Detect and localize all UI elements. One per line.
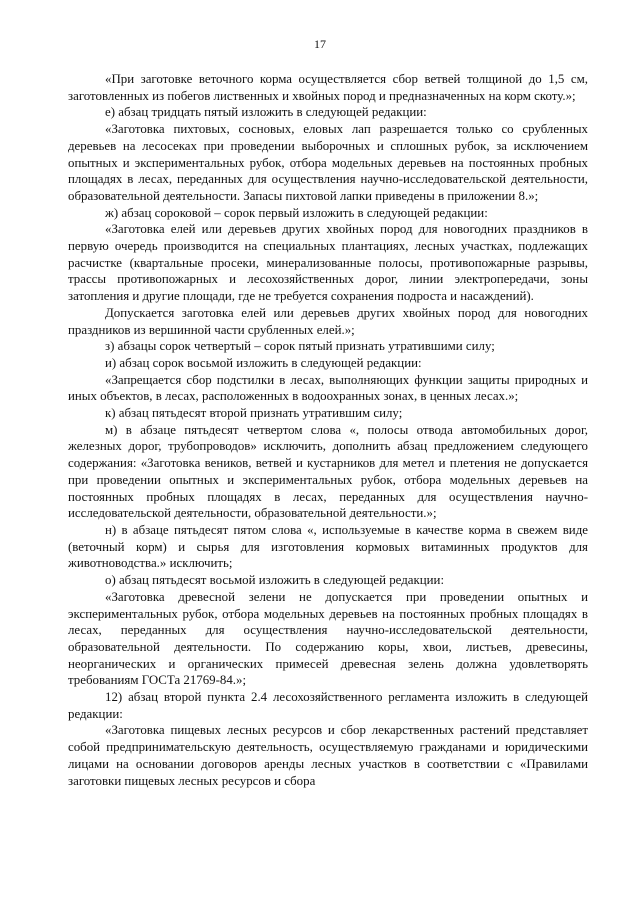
page-number: 17 [314,37,326,51]
paragraph-14: «Заготовка древесной зелени не допускается при проведении опытных и экспериментальных рубок, отбора модельных деревьев на постоянных пробных площадях в лесах, переданных для осуществления научно-исследовательской деятельности, образовательной деятельности. По содержанию коры, хвои, листьев, древесины, неорганических и органических примесей древесная зелень должна удовлетворять требованиям ГОСТа 21769-84.»; [68,589,588,688]
paragraph-9: «Запрещается сбор подстилки в лесах, выполняющих функции защиты природных и иных объектов, в лесах, расположенных в водоохранных зонах, в ценных лесах.»; [68,372,588,404]
document-body [68,71,588,789]
paragraph-7: з) абзацы сорок четвертый – сорок пятый признать утратившими силу; [105,339,495,354]
paragraph-10: к) абзац пятьдесят второй признать утратившим силу; [105,406,403,421]
paragraph-6: Допускается заготовка елей или деревьев других хвойных пород для новогодних праздников из вершинной части срубленных елей.»; [68,305,588,337]
paragraph-11: м) в абзаце пятьдесят четвертом слова «, полосы отвода автомобильных дорог, железных дорог, трубопроводов» исключить, дополнить абзац предложением следующего содержания: «Заготовка веников, ветвей и кустарников для метел и плетения не допускается при проведении опытных и экспериментальных рубок, отбора модельных деревьев на постоянных пробных площадях в лесах, переданных для осуществления научно-исследовательской деятельности, образовательной деятельности.»; [68,422,588,521]
paragraph-1: «При заготовке веточного корма осуществляется сбор ветвей толщиной до 1,5 см, заготовленных из побегов лиственных и хвойных пород и предназначенных на корм скоту.»; [68,72,588,103]
paragraph-2: е) абзац тридцать пятый изложить в следующей редакции: [105,105,427,120]
paragraph-16: «Заготовка пищевых лесных ресурсов и сбор лекарственных растений представляет собой предпринимательскую деятельность, осуществляемую гражданами и юридическими лицами на основании договоров аренды лесных участков в соответствии с «Правилами заготовки пищевых лесных ресурсов и сбора [68,723,588,788]
paragraph-8: и) абзац сорок восьмой изложить в следующей редакции: [105,355,422,370]
paragraph-5: «Заготовка елей или деревьев других хвойных пород для новогодних праздников в первую очередь производится на специальных плантациях, лесных участках, подлежащих расчистке (квартальные просеки, минерализованные полосы, противопожарные разрывы, трассы противопожарных и лесохозяйственных дорог, линии электропередачи, зоны затопления и другие площади, где не требуется сохранения подроста и насаждений). [68,222,588,304]
paragraph-12: н) в абзаце пятьдесят пятом слова «, используемые в качестве корма в свежем виде (веточный корм) и сырья для изготовления кормовых витаминных продуктов для животноводства.» исключить; [68,522,588,571]
paragraph-4: ж) абзац сороковой – сорок первый изложить в следующей редакции: [105,205,488,220]
paragraph-13: о) абзац пятьдесят восьмой изложить в следующей редакции: [105,573,445,588]
paragraph-15: 12) абзац второй пункта 2.4 лесохозяйственного регламента изложить в следующей редакции: [68,690,588,721]
paragraph-3: «Заготовка пихтовых, сосновых, еловых лап разрешается только со срубленных деревьев на лесосеках при проведении выборочных и сплошных рубок, за исключением опытных и экспериментальных рубок, отбора модельных деревьев на постоянных пробных площадях в лесах, переданных для осуществления научно-исследовательской деятельности, образовательной деятельности. Запасы пихтовой лапки приведены в приложении 8.»; [68,122,588,203]
